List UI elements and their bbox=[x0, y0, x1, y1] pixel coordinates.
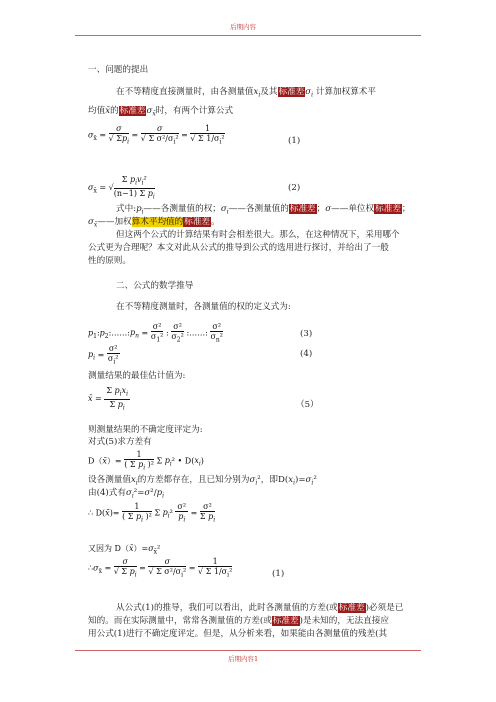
section1-heading: 一、问题的提出 bbox=[88, 65, 149, 75]
equation-2: $\sigma_{x̄}$ = √ $\frac{\Sigma p_iv_i^2}{(n-1) \Sigma p_i}$ bbox=[88, 175, 155, 201]
equation-3-number: (3) bbox=[300, 329, 313, 339]
page-header: 后期内容 bbox=[230, 23, 256, 31]
section1-closing-line1: 但这两个公式的计算结果有时会相差很大。那么，在这种情况下，采用哪个 bbox=[116, 230, 400, 240]
section1-closing-line2: 公式更为合理呢？本文对此从公式的推导到公式的选用进行探讨，并给出了一般 bbox=[88, 243, 389, 253]
uncertainty-text: 则测量结果的不确定度评定为: bbox=[88, 425, 203, 435]
equation-4-number: (4) bbox=[300, 349, 313, 359]
equation-3: $p_1:p_2:\dots\dots:p_n$ = $\frac{\text{σ²}}{\sigma_1^2}$ : $\frac{\text{σ²}}{\sigma_2^2}$ :……: $\frac{\text{σ²}}{\sigma_n^2}$ bbox=[88, 322, 224, 344]
equation-1: $\sigma_{x̄}$ = $\frac{\sigma}{√ \Sigma p_i}$ = $\frac{\sigma}{√ \Sigma \sigma^2/\sigma_i^2}$ = $\frac{1}{√ \Sigma 1/\sigma_i^2}$ bbox=[88, 124, 225, 146]
section2-intro: 在不等精度测量时，各测量值的权的定义式为: bbox=[116, 302, 291, 312]
section1-para1: 在不等精度直接测量时，由各测量值$x_i$及其标准差$\sigma_i$ 计算加权算术平 bbox=[116, 87, 376, 99]
equation-1-number: (1) bbox=[288, 136, 301, 146]
footer-rule bbox=[75, 650, 421, 651]
equation-1-derived: $\therefore\sigma_{x̄}$ = $\frac{\sigma}{√ \Sigma p_i}$ = $\frac{\sigma}{√ \Sigma \sigma^2/\sigma_i^2}$ = $\frac{1}{√ \Sigma 1/\sigma_i^2}$ bbox=[88, 557, 233, 579]
best-estimate-text: 测量结果的最佳估计值为: bbox=[88, 371, 186, 381]
section1-closing-line3: 性的原则。 bbox=[88, 256, 131, 266]
section2-heading: 二、公式的数学推导 bbox=[116, 281, 194, 291]
equation-2-number: (2) bbox=[288, 183, 301, 193]
also-text: 又因为 $D(x̄)=\sigma_{x̄}^2$ bbox=[88, 544, 161, 556]
closing-line1: 从公式(1)的推导，我们可以看出，此时各测量值的方差(或标准差)必须是已 bbox=[116, 603, 404, 613]
page-footer: 后期内容1 bbox=[228, 655, 259, 663]
equation-4: $p_i$ = $\frac{\text{σ²}}{\sigma_i^2}$ bbox=[88, 344, 119, 366]
section1-para2: 均值x̄的标准差$\sigma_{x̄}$时，有两个计算公式 bbox=[88, 106, 234, 118]
equation-1b-number: (1) bbox=[272, 569, 285, 579]
equation-therefore: ∴ D(x̄)= $\frac{1}{( \Sigma p_i )^2}$ Σ $p_i^2$ $\frac{\text{σ²}}{p_i}$ = $\frac{\text{σ²}}{\Sigma p_i}$ bbox=[88, 502, 216, 524]
closing-line3: 用公式(1)进行不确定度评定。但是，从分析来看，如果能由各测量值的残差(其 bbox=[88, 629, 388, 639]
equation-5: x̄ = $\frac{\Sigma p_ix_i}{\Sigma p_i}$ bbox=[88, 386, 128, 412]
definitions-line2: $\sigma_{x̄}——$加权算术平均值的标准差。 bbox=[88, 217, 220, 229]
equation-5-number: （5） bbox=[296, 400, 319, 410]
equation-variance: D（x̄）= $\frac{1}{( \Sigma p_i )^2}$ Σ $p_i^2$ • $D(x_i)$ bbox=[88, 450, 204, 472]
assume-text: 设各测量值$x_i$的方差都存在，且已知分别为$\sigma_i^2$，即$D(x_i)=\sigma_i^2$ bbox=[88, 475, 317, 487]
closing-line2: 知的。而在实际测量中，常常各测量值的方差(或标准差)是未知的，无法直接应 bbox=[88, 616, 389, 626]
header-rule bbox=[75, 35, 421, 36]
variance-text: 对式(5)求方差有 bbox=[88, 437, 152, 447]
from-eq4-text: 由(4)式有$\sigma_i^2=\sigma^2/p_i$ bbox=[88, 488, 165, 500]
definitions-line1: 式中$:p_i——$各测量值的权；$\sigma_i——$各测量值的标准差；σ——单位权标准差； bbox=[116, 204, 411, 216]
